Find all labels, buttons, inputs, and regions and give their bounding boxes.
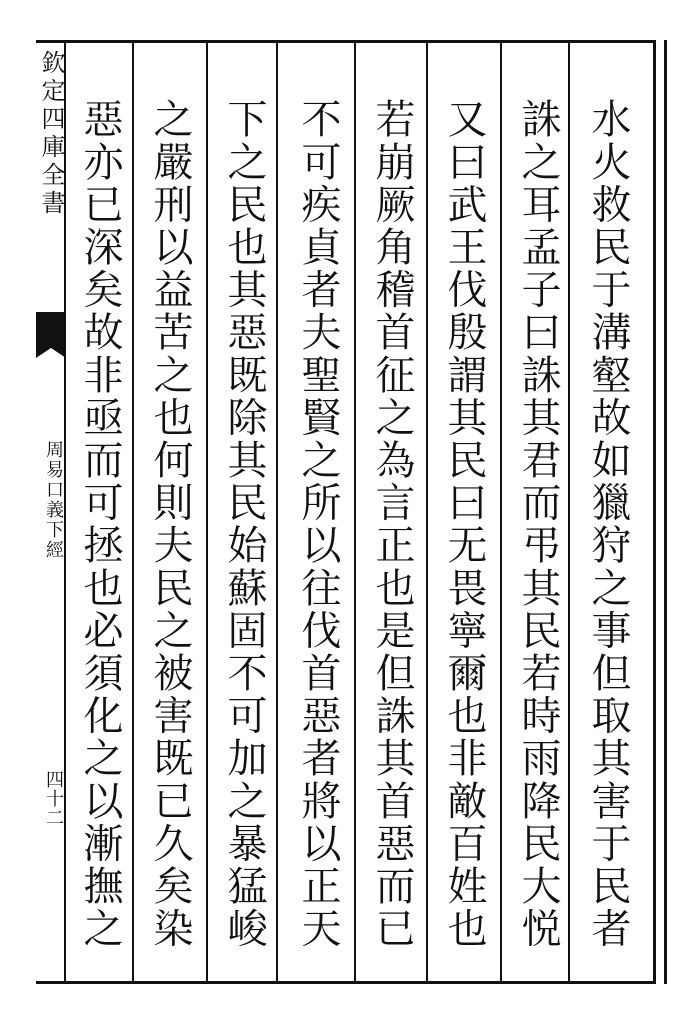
text-column-8: 惡亦已深矣故非亟而可拯也必須化之以漸撫之 [77, 98, 123, 950]
column-rule [568, 40, 570, 984]
text-column-4: 若崩厥角稽首征之為言正也是但誅其首惡而已 [369, 98, 415, 950]
text-column-3: 又曰武王伐殷謂其民曰无畏寧爾也非敵百姓也 [441, 98, 487, 950]
text-column-7: 之嚴刑以益苦之也何則夫民之被害既已久矣染 [147, 98, 193, 950]
text-column-1: 水火救民于溝壑故如獵狩之事但取其害于民者 [585, 98, 631, 950]
leaf-number: 四十二 [43, 770, 64, 827]
column-rule [426, 40, 428, 984]
book-title: 欽定四庫全書 [37, 50, 65, 218]
column-rule [206, 40, 208, 984]
column-rule [354, 40, 356, 984]
column-rule [132, 40, 134, 984]
column-rule [500, 40, 502, 984]
section-title: 周易口義下經 [43, 440, 64, 560]
column-rule [276, 40, 278, 984]
text-column-6: 下之民也其惡既除其民始蘇固不可加之暴猛峻 [221, 98, 267, 950]
text-column-5: 不可疾貞者夫聖賢之所以往伐首惡者將以正天 [295, 98, 341, 950]
text-column-2: 誅之耳孟子曰誅其君而弔其民若時雨降民大悦 [515, 98, 561, 950]
fishtail-mark [36, 312, 66, 348]
outer-edge-rule [664, 40, 667, 984]
